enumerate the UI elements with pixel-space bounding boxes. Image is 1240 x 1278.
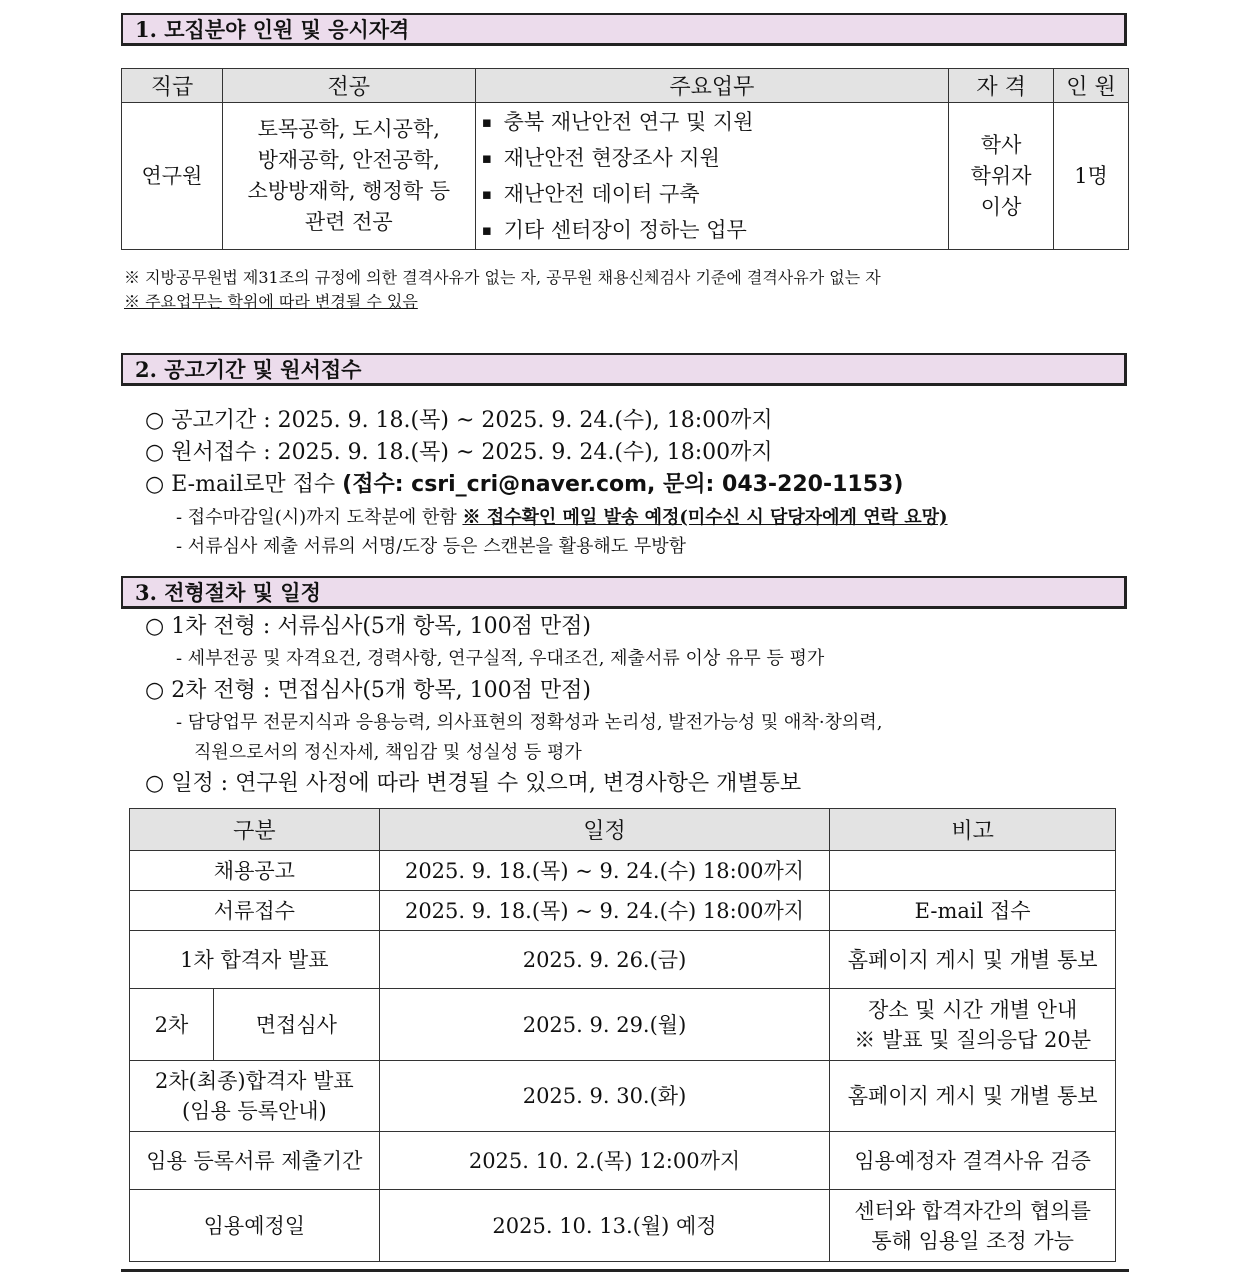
row-label-stage: 2차 bbox=[130, 989, 214, 1061]
header-duties: 주요업무 bbox=[475, 69, 948, 103]
header-major: 전공 bbox=[222, 69, 475, 103]
step1-line: ○ 1차 전형 : 서류심사(5개 항목, 100점 만점) bbox=[145, 614, 591, 639]
deadline-note bbox=[176, 504, 948, 532]
duty-item: ▪ 기타 센터장이 정하는 업무 bbox=[482, 212, 948, 248]
duty-item: ▪ 재난안전 데이터 구축 bbox=[482, 176, 948, 212]
count-cell: 1명 bbox=[1054, 103, 1129, 250]
section3-heading: 3. 전형절차 및 일정 bbox=[121, 576, 1127, 609]
header-category: 구분 bbox=[130, 809, 380, 851]
row-date: 2025. 10. 2.(목) 12:00까지 bbox=[379, 1132, 830, 1190]
email-prefix: ○ E-mail로만 접수 bbox=[145, 472, 343, 497]
scan-note: - 서류심사 제출 서류의 서명/도장 등은 스캔본을 활용해도 무방함 bbox=[176, 536, 687, 557]
note-duties-change: ※ 주요업무는 학위에 따라 변경될 수 있음 bbox=[124, 292, 418, 311]
row-label: 임용 등록서류 제출기간 bbox=[130, 1132, 380, 1190]
section1-heading: 1. 모집분야 인원 및 응시자격 bbox=[121, 13, 1127, 46]
row-date: 2025. 9. 18.(목) ~ 9. 24.(수) 18:00까지 bbox=[379, 891, 830, 931]
table-header-row bbox=[122, 69, 1129, 103]
note-disqualification: ※ 지방공무원법 제31조의 규정에 의한 결격사유가 없는 자, 공무원 채용신체검사 기준에 결격사유가 없는 자 bbox=[124, 268, 881, 287]
major-line: 방재공학, 안전공학, bbox=[257, 148, 440, 172]
duty-item: ▪ 충북 재난안전 연구 및 지원 bbox=[482, 104, 948, 140]
section2-heading: 2. 공고기간 및 원서접수 bbox=[121, 353, 1127, 386]
table-row bbox=[130, 931, 1116, 989]
row-label: 임용예정일 bbox=[130, 1190, 380, 1262]
row-note: 홈페이지 게시 및 개별 통보 bbox=[830, 931, 1116, 989]
step1-detail: - 세부전공 및 자격요건, 경력사항, 연구실적, 우대조건, 제출서류 이상 유무 등 평가 bbox=[176, 648, 825, 669]
table-header-row bbox=[130, 809, 1116, 851]
row-date: 2025. 10. 13.(월) 예정 bbox=[379, 1190, 830, 1262]
row-label-line: 2차(최종)합격자 발표 bbox=[155, 1069, 354, 1093]
step2-detail-cont: 직원으로서의 정신자세, 책임감 및 성실성 등 평가 bbox=[194, 742, 582, 763]
deadline-text: - 접수마감일(시)까지 도착분에 한함 bbox=[176, 507, 463, 528]
row-note: E-mail 접수 bbox=[830, 891, 1116, 931]
row-note-line: 통해 임용일 조정 가능 bbox=[871, 1228, 1074, 1253]
header-count: 인 원 bbox=[1054, 69, 1129, 103]
row-label: 서류접수 bbox=[130, 891, 380, 931]
schedule-note: ○ 일정 : 연구원 사정에 따라 변경될 수 있으며, 변경사항은 개별통보 bbox=[145, 771, 802, 796]
row-note: 임용예정자 결격사유 검증 bbox=[830, 1132, 1116, 1190]
row-label: 1차 합격자 발표 bbox=[130, 931, 380, 989]
table-row bbox=[130, 989, 1116, 1061]
schedule-table bbox=[129, 808, 1116, 1262]
application-period: ○ 원서접수 : 2025. 9. 18.(목) ~ 2025. 9. 24.(수), 18:00까지 bbox=[145, 440, 773, 465]
table-row bbox=[130, 851, 1116, 891]
email-submission bbox=[145, 470, 903, 500]
row-note bbox=[830, 851, 1116, 891]
row-note-line: ※ 발표 및 질의응답 20분 bbox=[854, 1027, 1091, 1052]
row-date: 2025. 9. 18.(목) ~ 9. 24.(수) 18:00까지 bbox=[379, 851, 830, 891]
bottom-rule bbox=[121, 1269, 1129, 1272]
major-line: 토목공학, 도시공학, bbox=[257, 117, 440, 141]
table-row bbox=[130, 1061, 1116, 1132]
row-note-line: 장소 및 시간 개별 안내 bbox=[867, 997, 1078, 1022]
step2-line: ○ 2차 전형 : 면접심사(5개 항목, 100점 만점) bbox=[145, 678, 591, 703]
row-note bbox=[830, 1190, 1116, 1262]
qualification-cell bbox=[949, 103, 1054, 250]
major-line: 관련 전공 bbox=[304, 210, 393, 234]
grade-cell: 연구원 bbox=[122, 103, 223, 250]
table-row bbox=[130, 891, 1116, 931]
header-schedule: 일정 bbox=[379, 809, 830, 851]
qualification-line: 이상 bbox=[980, 194, 1022, 219]
table-row bbox=[130, 1190, 1116, 1262]
header-remarks: 비고 bbox=[830, 809, 1116, 851]
table-row bbox=[130, 1132, 1116, 1190]
row-date: 2025. 9. 26.(금) bbox=[379, 931, 830, 989]
row-label-line: (임용 등록안내) bbox=[181, 1099, 327, 1123]
qualification-line: 학사 bbox=[980, 132, 1022, 157]
step2-detail: - 담당업무 전문지식과 응용능력, 의사표현의 정확성과 논리성, 발전가능성 및 애착·창의력, bbox=[176, 712, 883, 733]
notice-period: ○ 공고기간 : 2025. 9. 18.(목) ~ 2025. 9. 24.(수), 18:00까지 bbox=[145, 408, 773, 433]
row-date: 2025. 9. 29.(월) bbox=[379, 989, 830, 1061]
row-label-sub: 면접심사 bbox=[213, 989, 379, 1061]
majors-cell bbox=[222, 103, 475, 250]
row-note bbox=[830, 989, 1116, 1061]
major-line: 소방방재학, 행정학 등 bbox=[247, 179, 451, 203]
duties-cell bbox=[475, 103, 948, 250]
header-grade: 직급 bbox=[122, 69, 223, 103]
row-label: 채용공고 bbox=[130, 851, 380, 891]
recruitment-table bbox=[121, 68, 1129, 250]
header-qualification: 자 격 bbox=[949, 69, 1054, 103]
duties-list bbox=[476, 104, 948, 248]
table-row bbox=[122, 103, 1129, 250]
qualification-line: 학위자 bbox=[970, 163, 1032, 188]
duty-item: ▪ 재난안전 현장조사 지원 bbox=[482, 140, 948, 176]
row-label bbox=[130, 1061, 380, 1132]
row-note-line: 센터와 합격자간의 협의를 bbox=[854, 1198, 1091, 1223]
confirmation-note: ※ 접수확인 메일 발송 예정(미수신 시 담당자에게 연락 요망) bbox=[462, 507, 948, 528]
email-contact: (접수: csri_cri@naver.com, 문의: 043-220-1153) bbox=[342, 472, 904, 497]
row-note: 홈페이지 게시 및 개별 통보 bbox=[830, 1061, 1116, 1132]
row-date: 2025. 9. 30.(화) bbox=[379, 1061, 830, 1132]
